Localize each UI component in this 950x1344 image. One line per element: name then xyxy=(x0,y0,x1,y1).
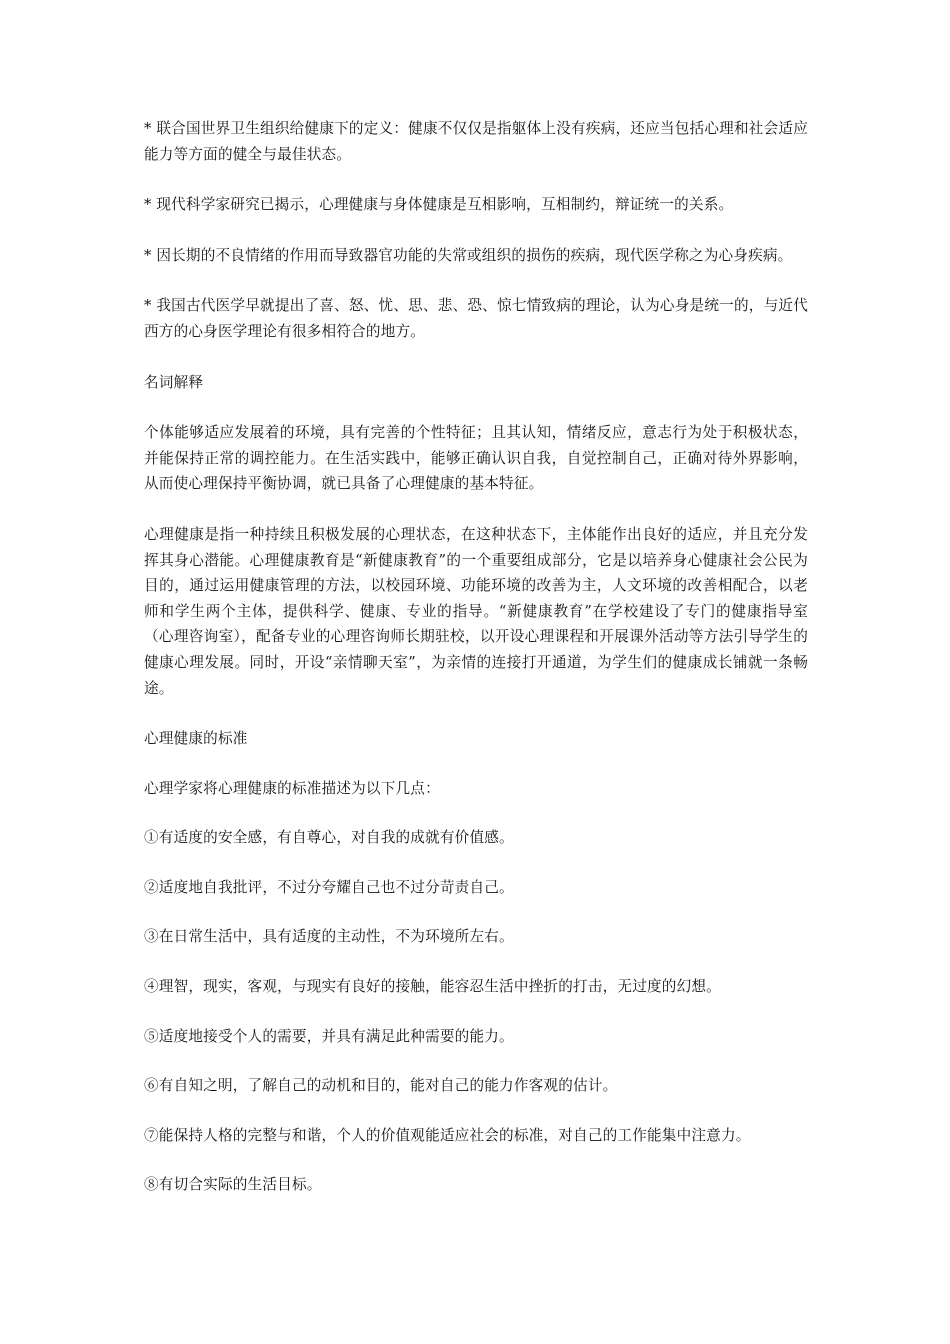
intro-ancient-medicine: * 我国古代医学早就提出了喜、怒、忧、思、悲、恐、惊七情致病的理论，认为心身是统一的，与近代西方的心身医学理论有很多相符合的地方。 xyxy=(144,297,808,340)
standards-item-1: ①有适度的安全感，有自尊心，对自我的成就有价值感。 xyxy=(144,829,514,847)
document-body xyxy=(144,116,808,1222)
glossary-paragraph-1: 个体能够适应发展着的环境，具有完善的个性特征；且其认知，情绪反应，意志行为处于积极状态，并能保持正常的调控能力。在生活实践中，能够正确认识自我，自觉控制自己，正确对待外界影响，从而使心理保持平衡协调，就已具备了心理健康的基本特征。 xyxy=(144,424,808,493)
standards-item-7: ⑦能保持人格的完整与和谐，个人的价值观能适应社会的标准，对自己的工作能集中注意力。 xyxy=(144,1126,751,1144)
standards-item-8: ⑧有切合实际的生活目标。 xyxy=(144,1176,322,1194)
standards-item-6: ⑥有自知之明，了解自己的动机和目的，能对自己的能力作客观的估计。 xyxy=(144,1077,618,1095)
intro-psychosomatic-disease: * 因长期的不良情绪的作用而导致器官功能的失常或组织的损伤的疾病，现代医学称之为心身疾病。 xyxy=(144,246,793,264)
standards-item-3: ③在日常生活中，具有适度的主动性，不为环境所左右。 xyxy=(144,928,514,946)
standards-item-2: ②适度地自我批评，不过分夸耀自己也不过分苛责自己。 xyxy=(144,878,514,896)
intro-who-definition: * 联合国世界卫生组织给健康下的定义：健康不仅仅是指躯体上没有疾病，还应当包括心理和社会适应能力等方面的健全与最佳状态。 xyxy=(144,120,808,163)
standards-item-4: ④理智，现实，客观，与现实有良好的接触，能容忍生活中挫折的打击，无过度的幻想。 xyxy=(144,978,721,996)
standards-lead: 心理学家将心理健康的标准描述为以下几点： xyxy=(144,779,440,797)
glossary-heading: 名词解释 xyxy=(144,373,204,391)
intro-mind-body-relation: * 现代科学家研究已揭示，心理健康与身体健康是互相影响，互相制约，辩证统一的关系。 xyxy=(144,196,734,214)
standards-item-5: ⑤适度地接受个人的需要，并具有满足此种需要的能力。 xyxy=(144,1027,514,1045)
standards-heading: 心理健康的标准 xyxy=(144,730,248,748)
glossary-paragraph-2: 心理健康是指一种持续且积极发展的心理状态，在这种状态下，主体能作出良好的适应，并且充分发挥其身心潜能。心理健康教育是“新健康教育”的一个重要组成部分，它是以培养身心健康社会公民为目的，通过运用健康管理的方法，以校园环境、功能环境的改善为主，人文环境的改善相配合，以老师和学生两个主体，提供科学、健康、专业的指导。“新健康教育”在学校建设了专门的健康指导室（心理咨询室），配备专业的心理咨询师长期驻校，以开设心理课程和开展课外活动等方法引导学生的健康心理发展。同时，开设“亲情聊天室”，为亲情的连接打开通道，为学生们的健康成长铺就一条畅途。 xyxy=(144,525,808,697)
